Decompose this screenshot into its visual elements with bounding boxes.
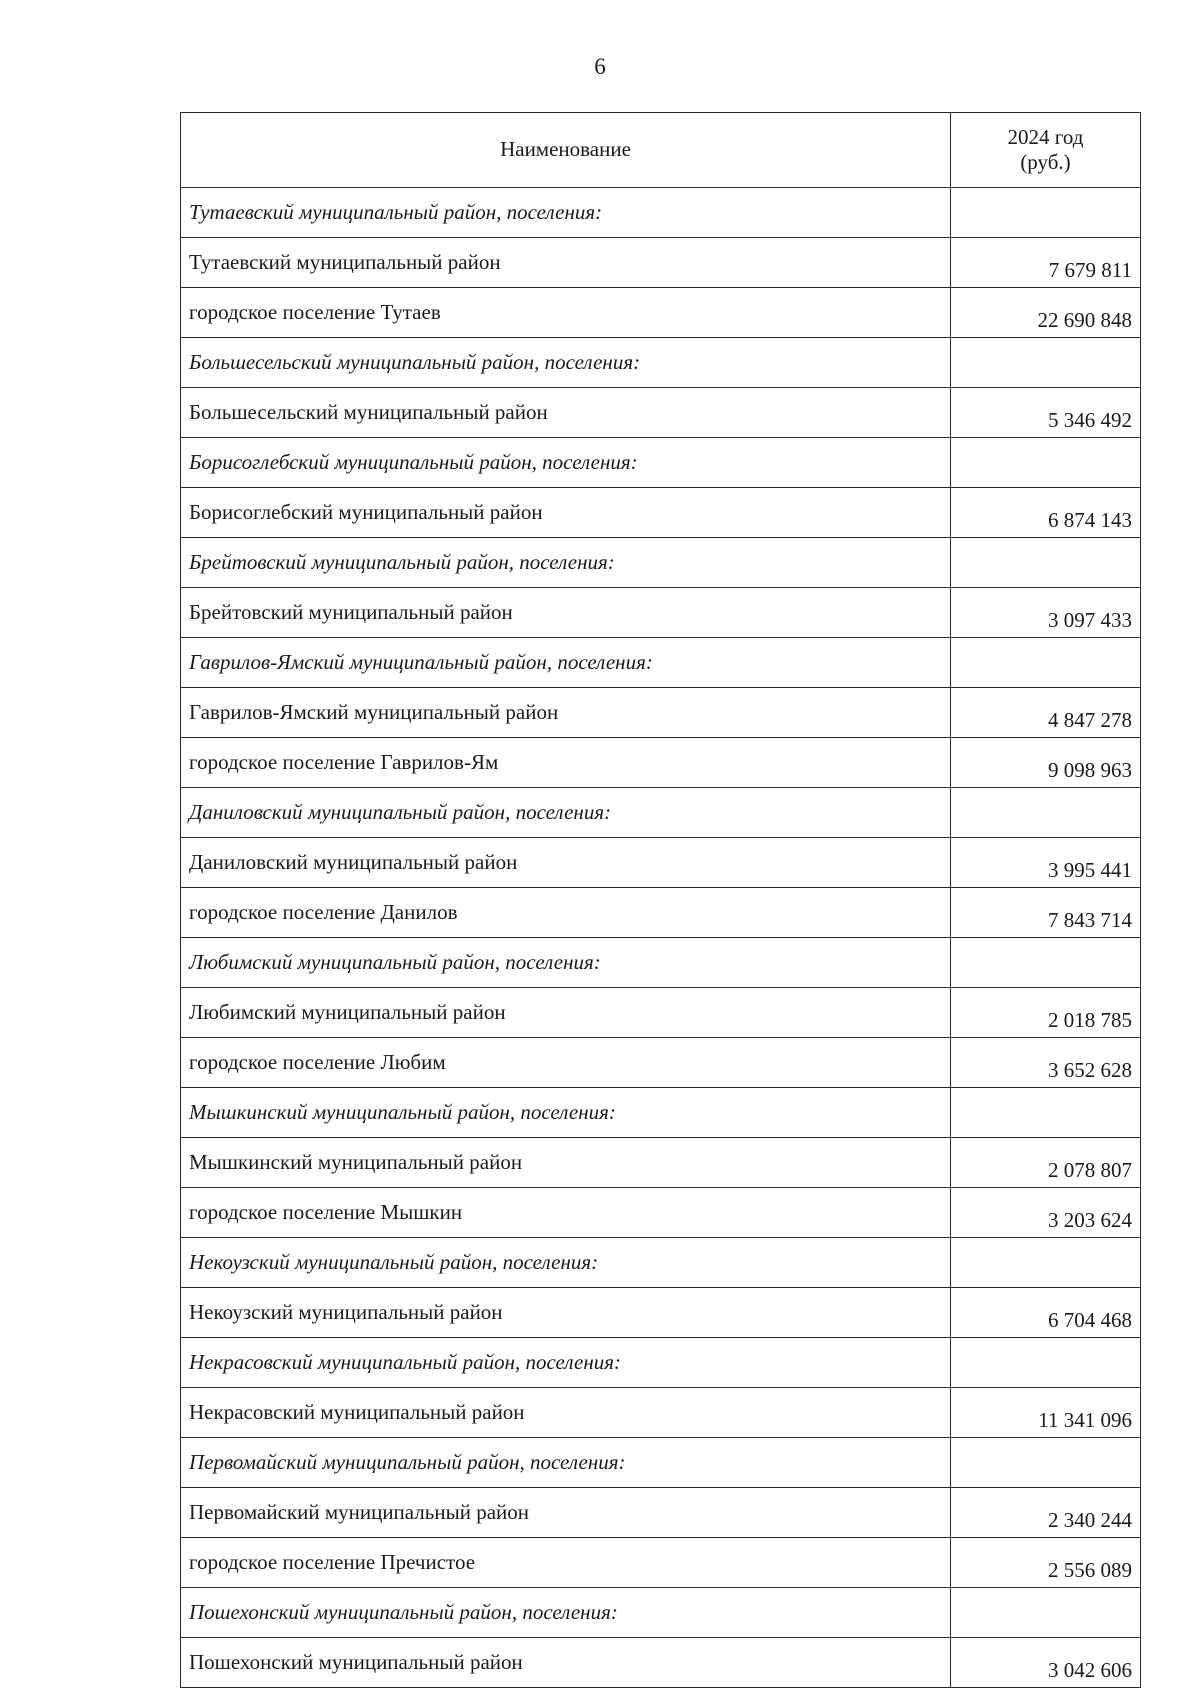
- table-body: [181, 188, 1141, 1688]
- group-name-cell: Некоузский муниципальный район, поселения:: [181, 1238, 951, 1288]
- group-name-cell: Борисоглебский муниципальный район, поселения:: [181, 438, 951, 488]
- table-group-row: [181, 188, 1141, 238]
- name-cell: Любимский муниципальный район: [181, 988, 951, 1038]
- value-cell: 7 843 714: [951, 888, 1141, 938]
- table-group-row: [181, 538, 1141, 588]
- group-name-cell: Первомайский муниципальный район, поселения:: [181, 1438, 951, 1488]
- table-row: [181, 1188, 1141, 1238]
- table-group-row: [181, 1088, 1141, 1138]
- value-cell: 11 341 096: [951, 1388, 1141, 1438]
- name-cell: Первомайский муниципальный район: [181, 1488, 951, 1538]
- value-cell: [951, 1238, 1141, 1288]
- name-cell: городское поселение Гаврилов-Ям: [181, 738, 951, 788]
- table-row: [181, 688, 1141, 738]
- table-group-row: [181, 788, 1141, 838]
- page-number: 6: [594, 54, 606, 79]
- table-group-row: [181, 338, 1141, 388]
- value-cell: [951, 538, 1141, 588]
- name-cell: городское поселение Любим: [181, 1038, 951, 1088]
- table-row: [181, 388, 1141, 438]
- table-group-row: [181, 1238, 1141, 1288]
- table-row: [181, 838, 1141, 888]
- table-row: [181, 988, 1141, 1038]
- name-cell: Гаврилов-Ямский муниципальный район: [181, 688, 951, 738]
- column-header-value: [951, 113, 1141, 188]
- value-cell: 3 097 433: [951, 588, 1141, 638]
- table-group-row: [181, 1438, 1141, 1488]
- name-cell: Некоузский муниципальный район: [181, 1288, 951, 1338]
- value-cell: [951, 1338, 1141, 1388]
- value-cell: 2 556 089: [951, 1538, 1141, 1588]
- table-group-row: [181, 638, 1141, 688]
- name-cell: Тутаевский муниципальный район: [181, 238, 951, 288]
- value-cell: [951, 438, 1141, 488]
- value-cell: 3 995 441: [951, 838, 1141, 888]
- table-row: [181, 888, 1141, 938]
- table-row: [181, 1638, 1141, 1688]
- name-cell: Большесельский муниципальный район: [181, 388, 951, 438]
- value-cell: 3 203 624: [951, 1188, 1141, 1238]
- group-name-cell: Любимский муниципальный район, поселения:: [181, 938, 951, 988]
- value-cell: 7 679 811: [951, 238, 1141, 288]
- table-group-row: [181, 1588, 1141, 1638]
- value-cell: [951, 1088, 1141, 1138]
- name-cell: Борисоглебский муниципальный район: [181, 488, 951, 538]
- group-name-cell: Гаврилов-Ямский муниципальный район, поселения:: [181, 638, 951, 688]
- table-row: [181, 1538, 1141, 1588]
- table-row: [181, 288, 1141, 338]
- name-cell: Мышкинский муниципальный район: [181, 1138, 951, 1188]
- table-row: [181, 1488, 1141, 1538]
- table-row: [181, 1288, 1141, 1338]
- value-cell: [951, 938, 1141, 988]
- value-cell: [951, 1588, 1141, 1638]
- name-cell: Некрасовский муниципальный район: [181, 1388, 951, 1438]
- table-row: [181, 238, 1141, 288]
- table-header: [181, 113, 1141, 188]
- name-cell: Пошехонский муниципальный район: [181, 1638, 951, 1688]
- value-cell: [951, 188, 1141, 238]
- value-cell: 9 098 963: [951, 738, 1141, 788]
- table-row: [181, 588, 1141, 638]
- value-cell: [951, 638, 1141, 688]
- table-row: [181, 1388, 1141, 1438]
- name-cell: городское поселение Тутаев: [181, 288, 951, 338]
- group-name-cell: Некрасовский муниципальный район, поселения:: [181, 1338, 951, 1388]
- table-header-row: [181, 113, 1141, 188]
- group-name-cell: Тутаевский муниципальный район, поселения:: [181, 188, 951, 238]
- budget-table: [180, 112, 1141, 1688]
- value-cell: 3 042 606: [951, 1638, 1141, 1688]
- value-cell: 6 704 468: [951, 1288, 1141, 1338]
- column-header-year: 2024 год: [1007, 124, 1084, 149]
- value-cell: [951, 788, 1141, 838]
- name-cell: городское поселение Пречистое: [181, 1538, 951, 1588]
- name-cell: Даниловский муниципальный район: [181, 838, 951, 888]
- group-name-cell: Мышкинский муниципальный район, поселения:: [181, 1088, 951, 1138]
- column-header-name: Наименование: [181, 113, 951, 188]
- group-name-cell: Пошехонский муниципальный район, поселения:: [181, 1588, 951, 1638]
- table-group-row: [181, 438, 1141, 488]
- value-cell: 2 018 785: [951, 988, 1141, 1038]
- value-cell: 5 346 492: [951, 388, 1141, 438]
- value-cell: [951, 1438, 1141, 1488]
- group-name-cell: Брейтовский муниципальный район, поселения:: [181, 538, 951, 588]
- table-row: [181, 738, 1141, 788]
- name-cell: городское поселение Мышкин: [181, 1188, 951, 1238]
- table-group-row: [181, 938, 1141, 988]
- value-cell: [951, 338, 1141, 388]
- value-cell: 2 340 244: [951, 1488, 1141, 1538]
- table-row: [181, 1038, 1141, 1088]
- group-name-cell: Даниловский муниципальный район, поселения:: [181, 788, 951, 838]
- name-cell: городское поселение Данилов: [181, 888, 951, 938]
- table-row: [181, 1138, 1141, 1188]
- name-cell: Брейтовский муниципальный район: [181, 588, 951, 638]
- group-name-cell: Большесельский муниципальный район, поселения:: [181, 338, 951, 388]
- table-group-row: [181, 1338, 1141, 1388]
- value-cell: 2 078 807: [951, 1138, 1141, 1188]
- table-row: [181, 488, 1141, 538]
- value-cell: 4 847 278: [951, 688, 1141, 738]
- value-cell: 6 874 143: [951, 488, 1141, 538]
- column-header-unit: (руб.): [1020, 150, 1071, 174]
- value-cell: 22 690 848: [951, 288, 1141, 338]
- value-cell: 3 652 628: [951, 1038, 1141, 1088]
